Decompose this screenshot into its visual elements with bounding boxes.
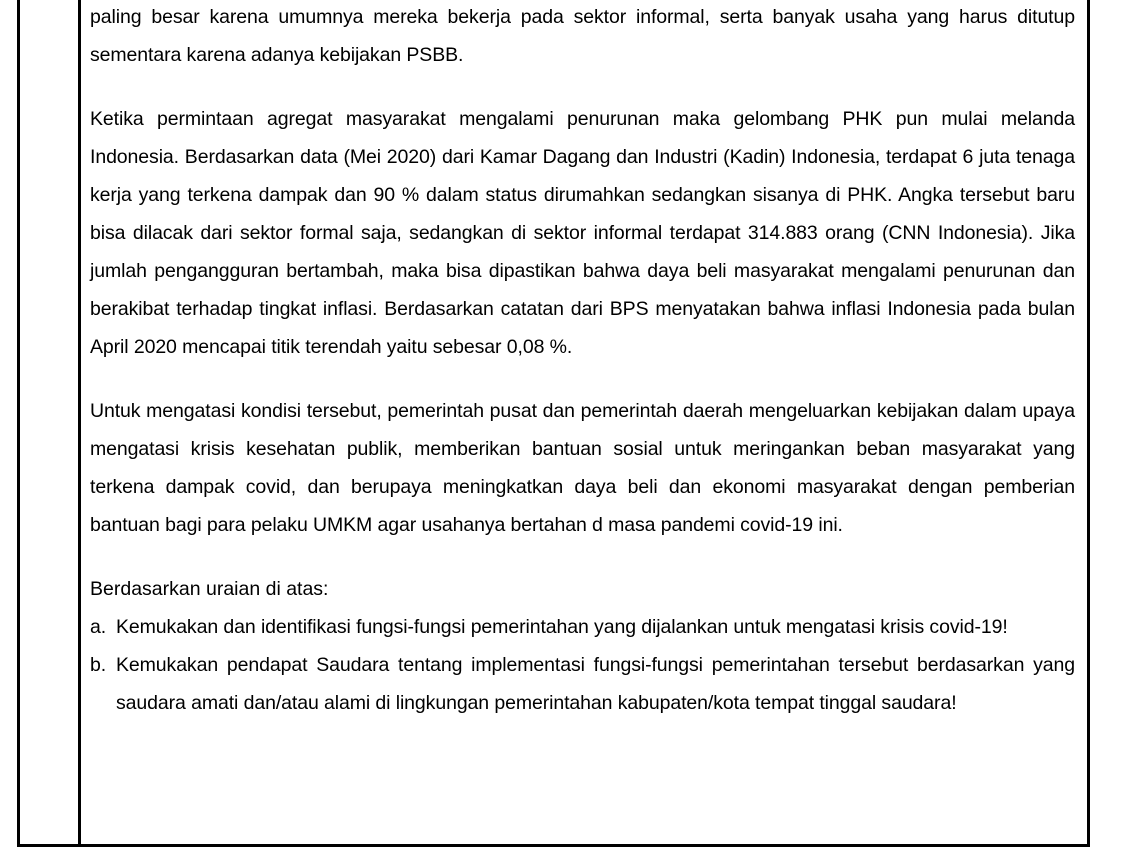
list-item bbox=[90, 608, 1075, 646]
question-list bbox=[90, 608, 1075, 722]
paragraph-kebijakan: Untuk mengatasi kondisi tersebut, pemerintah pusat dan pemerintah daerah mengeluarkan kebijakan dalam upaya mengatasi krisis kesehatan publik, memberikan bantuan sosial untuk meringankan beban masyarakat yang terkena dampak covid, dan berupaya meningkatkan daya beli dan ekonomi masyarakat dengan pemberian bantuan bagi para pelaku UMKM agar usahanya bertahan d masa pandemi covid-19 ini. bbox=[90, 400, 1075, 536]
list-item-marker: b. bbox=[90, 654, 107, 676]
list-item-text: Kemukakan pendapat Saudara tentang implementasi fungsi-fungsi pemerintahan tersebut berdasarkan yang saudara amati dan/atau alami di lingkungan pemerintahan kabupaten/kota tempat tinggal saudara! bbox=[116, 654, 1075, 714]
content-body bbox=[90, 0, 1075, 722]
paragraph-continued: paling besar karena umumnya mereka bekerja pada sektor informal, serta banyak usaha yang harus ditutup sementara karena adanya kebijakan PSBB. bbox=[90, 6, 1075, 66]
paragraph-phk: Ketika permintaan agregat masyarakat mengalami penurunan maka gelombang PHK pun mulai melanda Indonesia. Berdasarkan data (Mei 2020) dari Kamar Dagang dan Industri (Kadin) Indonesia, terdapat 6 juta tenaga kerja yang terkena dampak dan 90 % dalam status dirumahkan sedangkan sisanya di PHK. Angka tersebut baru bisa dilacak dari sektor formal saja, sedangkan di sektor informal terdapat 314.883 orang (CNN Indonesia). Jika jumlah pengangguran bertambah, maka bisa dipastikan bahwa daya beli masyarakat mengalami penurunan dan berakibat terhadap tingkat inflasi. Berdasarkan catatan dari BPS menyatakan bahwa inflasi Indonesia pada bulan April 2020 mencapai titik terendah yaitu sebesar 0,08 %. bbox=[90, 108, 1075, 358]
list-item-text: Kemukakan dan identifikasi fungsi-fungsi pemerintahan yang dijalankan untuk mengatasi krisis covid-19! bbox=[116, 616, 1008, 638]
list-item-marker: a. bbox=[90, 616, 107, 638]
table-cell-left-empty bbox=[20, 0, 81, 844]
table-cell-content bbox=[81, 0, 1087, 844]
list-item bbox=[90, 646, 1075, 722]
document-table bbox=[17, 0, 1090, 847]
list-intro-text: Berdasarkan uraian di atas: bbox=[90, 578, 329, 600]
